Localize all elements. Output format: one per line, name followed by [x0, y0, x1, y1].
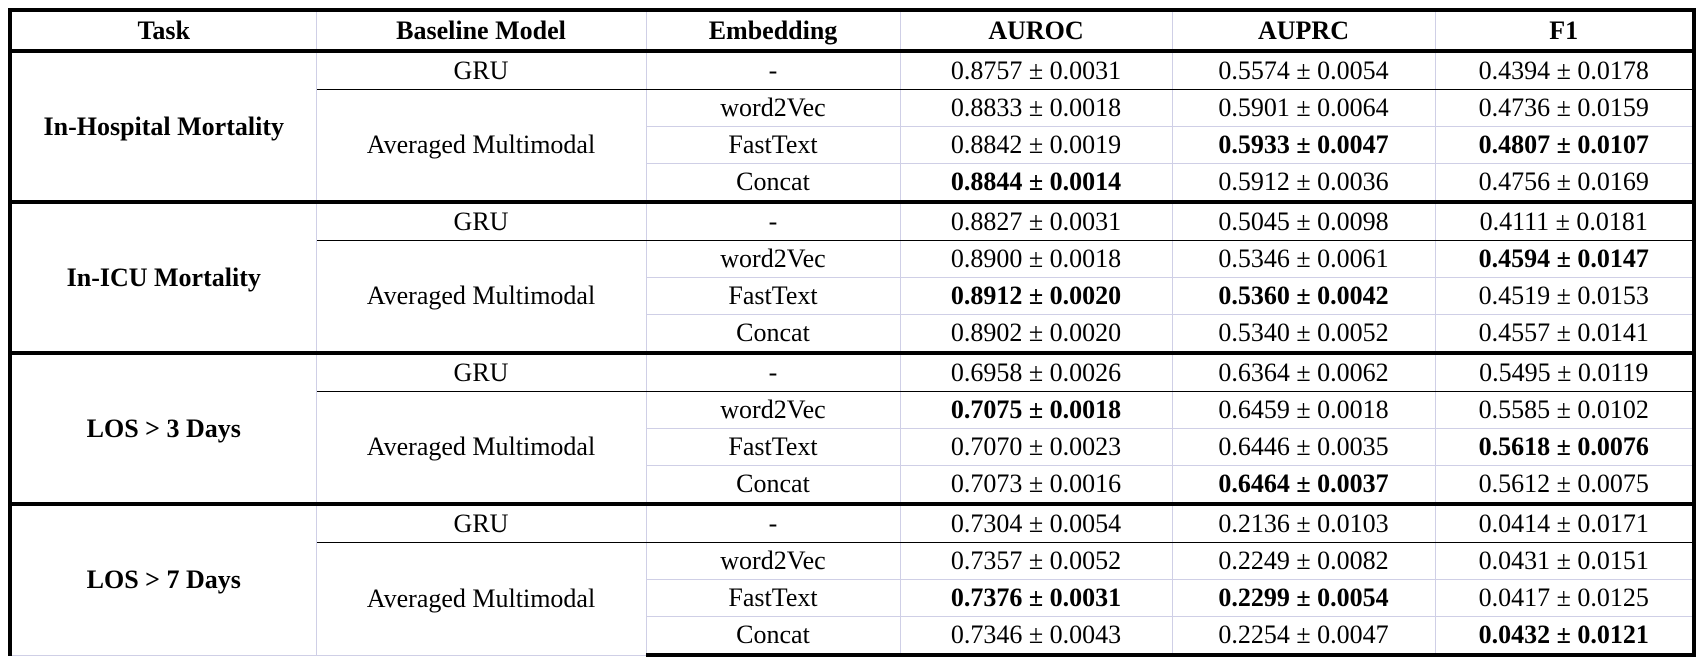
model-cell: Averaged Multimodal	[316, 392, 646, 505]
auprc-cell: 0.5912 ± 0.0036	[1172, 164, 1435, 203]
auroc-cell: 0.7304 ± 0.0054	[900, 504, 1172, 543]
header-auroc: AUROC	[900, 10, 1172, 51]
f1-cell: 0.4807 ± 0.0107	[1435, 127, 1694, 164]
embedding-cell: -	[646, 51, 900, 90]
f1-cell: 0.4394 ± 0.0178	[1435, 51, 1694, 90]
model-cell: GRU	[316, 51, 646, 90]
f1-cell: 0.5585 ± 0.0102	[1435, 392, 1694, 429]
table-row	[10, 51, 1694, 90]
embedding-cell: word2Vec	[646, 392, 900, 429]
auprc-cell: 0.6364 ± 0.0062	[1172, 353, 1435, 392]
auprc-cell: 0.5901 ± 0.0064	[1172, 90, 1435, 127]
f1-cell: 0.0417 ± 0.0125	[1435, 580, 1694, 617]
embedding-cell: word2Vec	[646, 543, 900, 580]
auroc-cell: 0.7357 ± 0.0052	[900, 543, 1172, 580]
model-cell: GRU	[316, 202, 646, 241]
header-auprc: AUPRC	[1172, 10, 1435, 51]
auroc-cell: 0.7376 ± 0.0031	[900, 580, 1172, 617]
f1-cell: 0.4756 ± 0.0169	[1435, 164, 1694, 203]
auprc-cell: 0.5360 ± 0.0042	[1172, 278, 1435, 315]
f1-cell: 0.5612 ± 0.0075	[1435, 466, 1694, 505]
embedding-cell: FastText	[646, 127, 900, 164]
auroc-cell: 0.7073 ± 0.0016	[900, 466, 1172, 505]
header-embedding: Embedding	[646, 10, 900, 51]
auprc-cell: 0.5045 ± 0.0098	[1172, 202, 1435, 241]
auroc-cell: 0.8842 ± 0.0019	[900, 127, 1172, 164]
embedding-cell: word2Vec	[646, 90, 900, 127]
results-table	[8, 8, 1696, 657]
task-cell: In-Hospital Mortality	[10, 51, 316, 202]
model-cell: GRU	[316, 504, 646, 543]
auroc-cell: 0.8902 ± 0.0020	[900, 315, 1172, 354]
f1-cell: 0.5618 ± 0.0076	[1435, 429, 1694, 466]
table-body	[10, 51, 1694, 655]
auprc-cell: 0.5574 ± 0.0054	[1172, 51, 1435, 90]
embedding-cell: -	[646, 202, 900, 241]
auroc-cell: 0.7070 ± 0.0023	[900, 429, 1172, 466]
f1-cell: 0.4111 ± 0.0181	[1435, 202, 1694, 241]
auprc-cell: 0.5340 ± 0.0052	[1172, 315, 1435, 354]
model-cell: Averaged Multimodal	[316, 543, 646, 656]
auprc-cell: 0.2136 ± 0.0103	[1172, 504, 1435, 543]
auprc-cell: 0.2254 ± 0.0047	[1172, 617, 1435, 656]
f1-cell: 0.4736 ± 0.0159	[1435, 90, 1694, 127]
auprc-cell: 0.5933 ± 0.0047	[1172, 127, 1435, 164]
embedding-cell: Concat	[646, 164, 900, 203]
f1-cell: 0.0432 ± 0.0121	[1435, 617, 1694, 656]
table-row	[10, 504, 1694, 543]
auroc-cell: 0.6958 ± 0.0026	[900, 353, 1172, 392]
embedding-cell: -	[646, 504, 900, 543]
embedding-cell: Concat	[646, 617, 900, 656]
task-cell: In-ICU Mortality	[10, 202, 316, 353]
task-cell: LOS > 7 Days	[10, 504, 316, 655]
table-row	[10, 353, 1694, 392]
f1-cell: 0.4557 ± 0.0141	[1435, 315, 1694, 354]
auprc-cell: 0.6446 ± 0.0035	[1172, 429, 1435, 466]
embedding-cell: FastText	[646, 278, 900, 315]
auprc-cell: 0.6464 ± 0.0037	[1172, 466, 1435, 505]
task-cell: LOS > 3 Days	[10, 353, 316, 504]
embedding-cell: word2Vec	[646, 241, 900, 278]
header-f1: F1	[1435, 10, 1694, 51]
auroc-cell: 0.7346 ± 0.0043	[900, 617, 1172, 656]
header-baseline-model: Baseline Model	[316, 10, 646, 51]
header-task: Task	[10, 10, 316, 51]
auprc-cell: 0.2249 ± 0.0082	[1172, 543, 1435, 580]
embedding-cell: FastText	[646, 580, 900, 617]
auroc-cell: 0.8757 ± 0.0031	[900, 51, 1172, 90]
f1-cell: 0.4519 ± 0.0153	[1435, 278, 1694, 315]
f1-cell: 0.0431 ± 0.0151	[1435, 543, 1694, 580]
embedding-cell: Concat	[646, 466, 900, 505]
auroc-cell: 0.7075 ± 0.0018	[900, 392, 1172, 429]
auroc-cell: 0.8912 ± 0.0020	[900, 278, 1172, 315]
auprc-cell: 0.2299 ± 0.0054	[1172, 580, 1435, 617]
embedding-cell: Concat	[646, 315, 900, 354]
f1-cell: 0.5495 ± 0.0119	[1435, 353, 1694, 392]
auroc-cell: 0.8844 ± 0.0014	[900, 164, 1172, 203]
header-row	[10, 10, 1694, 51]
f1-cell: 0.0414 ± 0.0171	[1435, 504, 1694, 543]
model-cell: GRU	[316, 353, 646, 392]
f1-cell: 0.4594 ± 0.0147	[1435, 241, 1694, 278]
model-cell: Averaged Multimodal	[316, 90, 646, 203]
table-row	[10, 202, 1694, 241]
auroc-cell: 0.8833 ± 0.0018	[900, 90, 1172, 127]
embedding-cell: FastText	[646, 429, 900, 466]
auroc-cell: 0.8827 ± 0.0031	[900, 202, 1172, 241]
model-cell: Averaged Multimodal	[316, 241, 646, 354]
auprc-cell: 0.6459 ± 0.0018	[1172, 392, 1435, 429]
auprc-cell: 0.5346 ± 0.0061	[1172, 241, 1435, 278]
embedding-cell: -	[646, 353, 900, 392]
auroc-cell: 0.8900 ± 0.0018	[900, 241, 1172, 278]
